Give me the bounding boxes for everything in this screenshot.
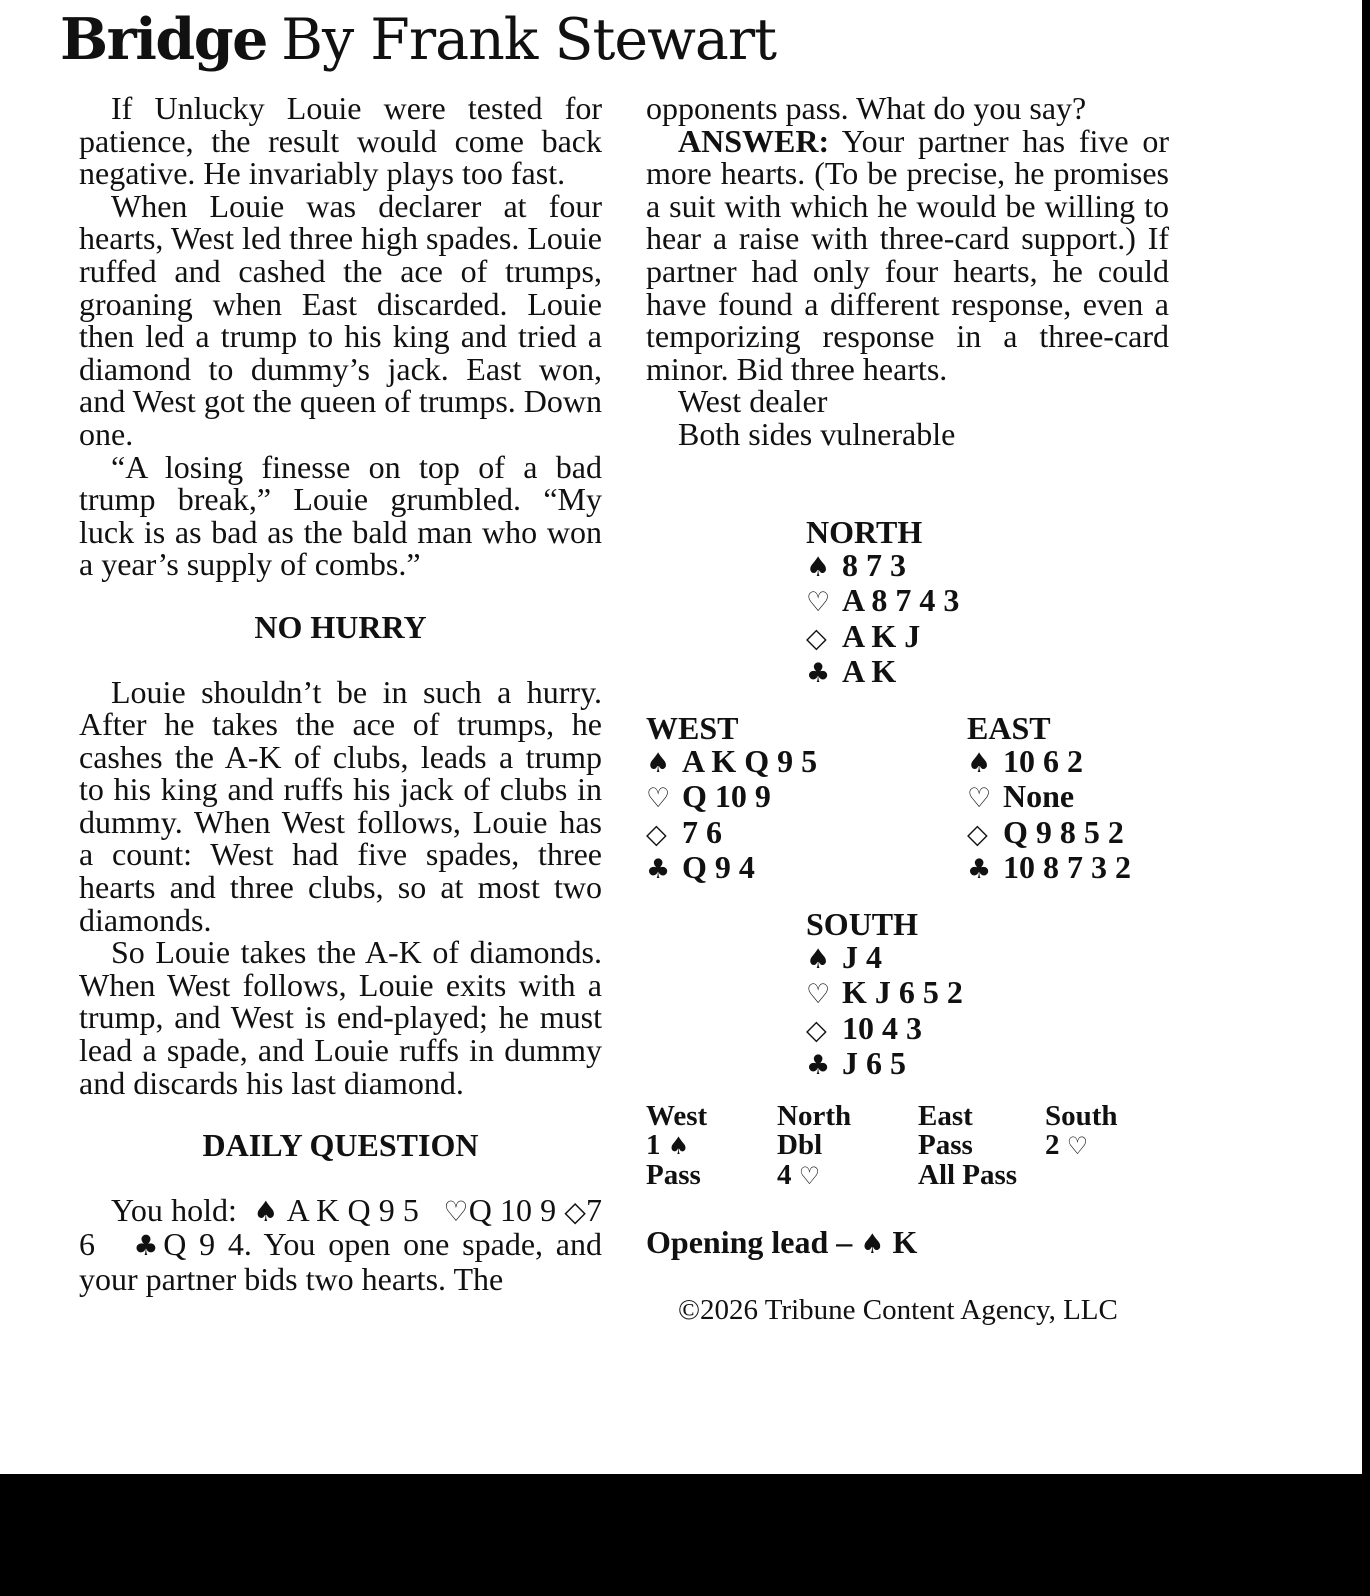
- club-icon: ♣: [967, 854, 992, 886]
- heart-icon: ♡: [443, 1194, 469, 1228]
- hand-west: WEST ♠ A K Q 9 5 ♡ Q 10 9 ◇ 7 6 ♣ Q 9 4: [646, 710, 818, 886]
- diamond-icon: ◇: [646, 818, 667, 850]
- byline: By Frank Stewart: [281, 7, 777, 73]
- copyright-notice: ©2026 Tribune Content Agency, LLC: [678, 1294, 1118, 1326]
- club-icon: ♣: [806, 1050, 831, 1082]
- heart-icon: ♡: [798, 1162, 821, 1190]
- opening-lead: Opening lead – ♠ K: [646, 1224, 918, 1260]
- auction-table: [646, 1102, 1166, 1191]
- heart-icon: ♡: [806, 587, 831, 619]
- paragraph: Louie shouldn’t be in such a hurry. After he takes the ace of trumps, he cashes the A-K of clubs, leads a trump to his king and ruffs his jack of clubs in dummy. When West follows, Louie has a count: West had five spades, three hearts and three clubs, so at most two diamonds.: [79, 673, 602, 938]
- hand-north: NORTH ♠ 8 7 3 ♡ A 8 7 4 3 ◇ A K J ♣ A K: [806, 514, 960, 690]
- answer-label: ANSWER:: [678, 122, 830, 159]
- dealer-line: West dealer: [678, 383, 828, 420]
- auction-row: 1 ♠ Dbl Pass 2 ♡: [646, 1129, 1089, 1161]
- spade-icon: ♠: [646, 747, 671, 779]
- heart-icon: ♡: [646, 783, 671, 815]
- spade-icon: ♠: [967, 747, 992, 779]
- page-title: [60, 6, 776, 75]
- hand-south: SOUTH ♠ J 4 ♡ K J 6 5 2 ◇ 10 4 3 ♣ J 6 5: [806, 906, 963, 1082]
- answer-paragraph: ANSWER: Your partner has five or more hearts. (To be precise, he promises a suit with which he would be willing to hear a raise with three-card support.) If partner had only four hearts, he could have found a different response, even a temporizing response in a three-card minor. Bid three hearts.: [646, 122, 1169, 387]
- auction-row: Pass 4 ♡ All Pass: [646, 1159, 1018, 1191]
- left-column: [79, 92, 602, 1296]
- club-icon: ♣: [133, 1229, 164, 1263]
- paragraph: “A losing finesse on top of a bad trump break,” Louie grumbled. “My luck is as bad as the bald man who won a year’s supply of combs.”: [79, 448, 602, 583]
- heart-icon: ♡: [806, 979, 831, 1011]
- auction-header-row: West North East South: [646, 1100, 1118, 1132]
- hand-label: NORTH: [806, 514, 923, 550]
- club-icon: ♣: [806, 658, 831, 690]
- diamond-icon: ◇: [967, 818, 988, 850]
- vulnerability-line: Both sides vulnerable: [678, 415, 956, 452]
- diamond-icon: ◇: [806, 1014, 827, 1046]
- title-word: Bridge: [60, 6, 267, 73]
- paragraph: When Louie was declarer at four hearts, West led three high spades. Louie ruffed and cashed the ace of trumps, groaning when East discarded. Louie then led a trump to his king and tried a diamond to dummy’s jack. East won, and West got the queen of trumps. Down one.: [79, 187, 602, 452]
- subhead-no-hurry: NO HURRY: [254, 608, 427, 645]
- heart-icon: ♡: [967, 783, 992, 815]
- paragraph: So Louie takes the A-K of diamonds. When West follows, Louie exits with a trump, and West is end-played; he must lead a spade, and Louie ruffs in dummy and discards his last diamond.: [79, 934, 602, 1101]
- diamond-icon: ◇: [564, 1194, 587, 1228]
- paragraph: If Unlucky Louie were tested for patience, the result would come back negative. He invariably plays too fast.: [79, 90, 602, 192]
- diamond-icon: ◇: [806, 622, 827, 654]
- spade-icon: ♠: [860, 1229, 885, 1260]
- paragraph: opponents pass. What do you say?: [646, 90, 1087, 126]
- right-column: [646, 92, 1169, 451]
- subhead-daily-question: DAILY QUESTION: [202, 1127, 479, 1164]
- club-icon: ♣: [646, 854, 671, 886]
- spade-icon: ♠: [806, 551, 831, 583]
- hand-label: EAST: [967, 710, 1051, 746]
- hand-label: SOUTH: [806, 906, 919, 942]
- spade-icon: ♠: [667, 1132, 690, 1160]
- hand-east: EAST ♠ 10 6 2 ♡ None ◇ Q 9 8 5 2 ♣ 10 8 7 3 2: [967, 710, 1131, 886]
- hand-label: WEST: [646, 710, 739, 746]
- spade-icon: ♠: [806, 943, 831, 975]
- daily-question-paragraph: You hold: ♠ A K Q 9 5 ♡Q 10 9 ◇7 6 ♣Q 9 4. You open one spade, and your partner bids two hearts. The: [79, 1191, 603, 1297]
- spade-icon: ♠: [253, 1194, 279, 1228]
- heart-icon: ♡: [1066, 1132, 1089, 1160]
